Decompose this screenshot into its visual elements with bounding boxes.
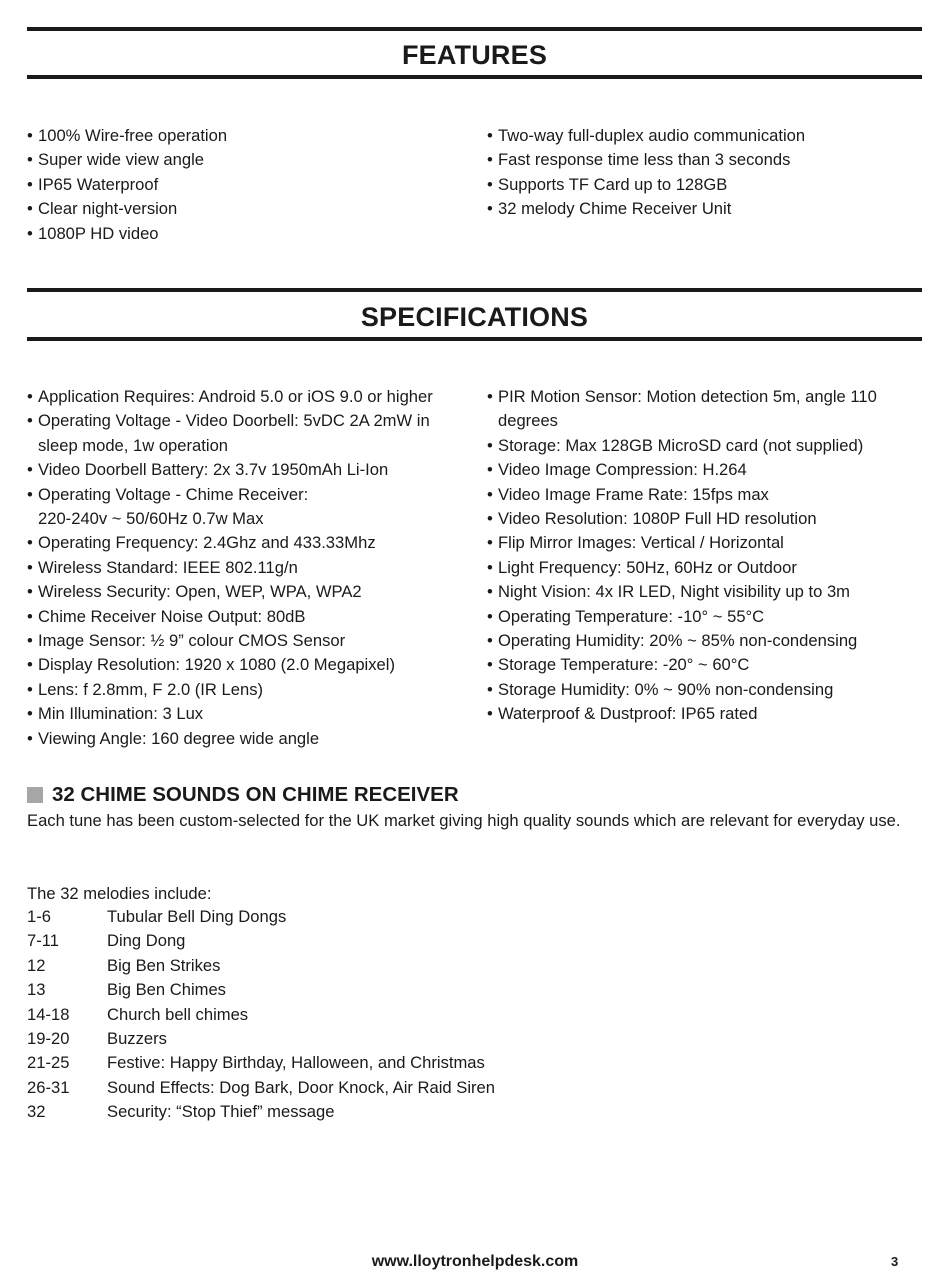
features-left-column (27, 124, 467, 246)
feature-item: • 32 melody Chime Receiver Unit (487, 197, 927, 221)
spec-item: • Operating Voltage - Chime Receiver: 220-240v ~ 50/60Hz 0.7w Max (27, 483, 338, 532)
melody-description: Security: “Stop Thief” message (107, 1102, 335, 1122)
spec-item: • Operating Frequency: 2.4Ghz and 433.33Mhz (27, 531, 467, 555)
melody-row (27, 978, 495, 1002)
spec-item: • Display Resolution: 1920 x 1080 (2.0 Megapixel) (27, 653, 467, 677)
square-bullet-icon (27, 787, 43, 803)
specifications-top-rule (27, 288, 922, 292)
melody-description: Buzzers (107, 1029, 167, 1049)
spec-item: • Wireless Standard: IEEE 802.11g/n (27, 556, 467, 580)
chime-title-text: 32 CHIME SOUNDS ON CHIME RECEIVER (52, 783, 459, 806)
spec-item: • Flip Mirror Images: Vertical / Horizontal (487, 531, 922, 555)
feature-item: • 100% Wire-free operation (27, 124, 467, 148)
spec-item: • Video Image Compression: H.264 (487, 458, 922, 482)
features-top-rule (27, 27, 922, 31)
melody-row (27, 1100, 495, 1124)
melody-range: 12 (27, 955, 46, 975)
spec-item: • Storage: Max 128GB MicroSD card (not supplied) (487, 434, 922, 458)
melody-description: Church bell chimes (107, 1004, 249, 1024)
melody-description: Big Ben Chimes (107, 980, 226, 1000)
feature-item: • IP65 Waterproof (27, 173, 467, 197)
melody-row (27, 905, 495, 929)
spec-item: • Video Resolution: 1080P Full HD resolution (487, 507, 922, 531)
chime-intro-paragraph: Each tune has been custom-selected for the UK market giving high quality sounds which are relevant for everyday use. (27, 811, 901, 830)
spec-item: • Night Vision: 4x IR LED, Night visibility up to 3m (487, 580, 922, 604)
specifications-bottom-rule (27, 337, 922, 341)
melody-description: Big Ben Strikes (107, 955, 221, 975)
melody-row (27, 1051, 495, 1075)
feature-item: • Supports TF Card up to 128GB (487, 173, 927, 197)
specifications-heading: SPECIFICATIONS (360, 302, 589, 332)
spec-item: • Storage Temperature: -20° ~ 60°C (487, 653, 922, 677)
page-number: 3 (891, 1254, 899, 1269)
spec-item: • Operating Temperature: -10° ~ 55°C (487, 605, 922, 629)
melody-description: Ding Dong (107, 931, 186, 951)
melody-description: Tubular Bell Ding Dongs (107, 907, 287, 926)
chime-section-title (27, 782, 459, 808)
melody-range: 13 (27, 980, 46, 1000)
spec-item: • Lens: f 2.8mm, F 2.0 (IR Lens) (27, 678, 467, 702)
spec-item: • Light Frequency: 50Hz, 60Hz or Outdoor (487, 556, 922, 580)
melodies-intro: The 32 melodies include: (27, 884, 212, 903)
melody-row (27, 1003, 495, 1027)
features-heading: FEATURES (401, 40, 548, 70)
spec-item: • Application Requires: Android 5.0 or iOS 9.0 or higher (27, 385, 467, 409)
feature-item: • 1080P HD video (27, 222, 467, 246)
melody-range: 21-25 (27, 1053, 70, 1073)
melody-range: 7-11 (27, 931, 59, 951)
spec-item: • Waterproof & Dustproof: IP65 rated (487, 702, 922, 726)
footer-website-url: www.lloytronhelpdesk.com (371, 1253, 579, 1270)
melody-description: Sound Effects: Dog Bark, Door Knock, Air Raid Siren (107, 1077, 495, 1097)
melody-range: 14-18 (27, 1004, 70, 1024)
melody-range: 26-31 (27, 1077, 70, 1097)
melody-row (27, 1027, 495, 1051)
melody-range: 19-20 (27, 1029, 70, 1049)
feature-item: • Super wide view angle (27, 148, 467, 172)
features-bottom-rule (27, 75, 922, 79)
spec-item: • Video Doorbell Battery: 2x 3.7v 1950mAh Li-Ion (27, 458, 467, 482)
specifications-right-column (487, 385, 922, 727)
features-right-column (487, 124, 927, 222)
spec-item: • Operating Voltage - Video Doorbell: 5vDC 2A 2mW in sleep mode, 1w operation (27, 409, 463, 458)
spec-item: • Chime Receiver Noise Output: 80dB (27, 605, 467, 629)
melody-row (27, 1076, 495, 1100)
spec-item: • Operating Humidity: 20% ~ 85% non-condensing (487, 629, 922, 653)
specifications-left-column (27, 385, 467, 751)
spec-item: • Video Image Frame Rate: 15fps max (487, 483, 922, 507)
spec-item: • Wireless Security: Open, WEP, WPA, WPA2 (27, 580, 467, 604)
melody-description: Festive: Happy Birthday, Halloween, and Christmas (107, 1053, 485, 1073)
feature-item: • Two-way full-duplex audio communication (487, 124, 927, 148)
spec-item: • Storage Humidity: 0% ~ 90% non-condensing (487, 678, 922, 702)
spec-item: • Image Sensor: ½ 9” colour CMOS Sensor (27, 629, 467, 653)
spec-item: • Min Illumination: 3 Lux (27, 702, 467, 726)
melody-range: 1-6 (27, 907, 51, 926)
spec-item: • Viewing Angle: 160 degree wide angle (27, 727, 467, 751)
feature-item: • Fast response time less than 3 seconds (487, 148, 927, 172)
spec-item: • PIR Motion Sensor: Motion detection 5m, angle 110 degrees (487, 385, 910, 434)
melody-row (27, 954, 495, 978)
melody-row (27, 929, 495, 953)
melody-list (27, 905, 495, 1125)
feature-item: • Clear night-version (27, 197, 467, 221)
melody-range: 32 (27, 1102, 46, 1122)
